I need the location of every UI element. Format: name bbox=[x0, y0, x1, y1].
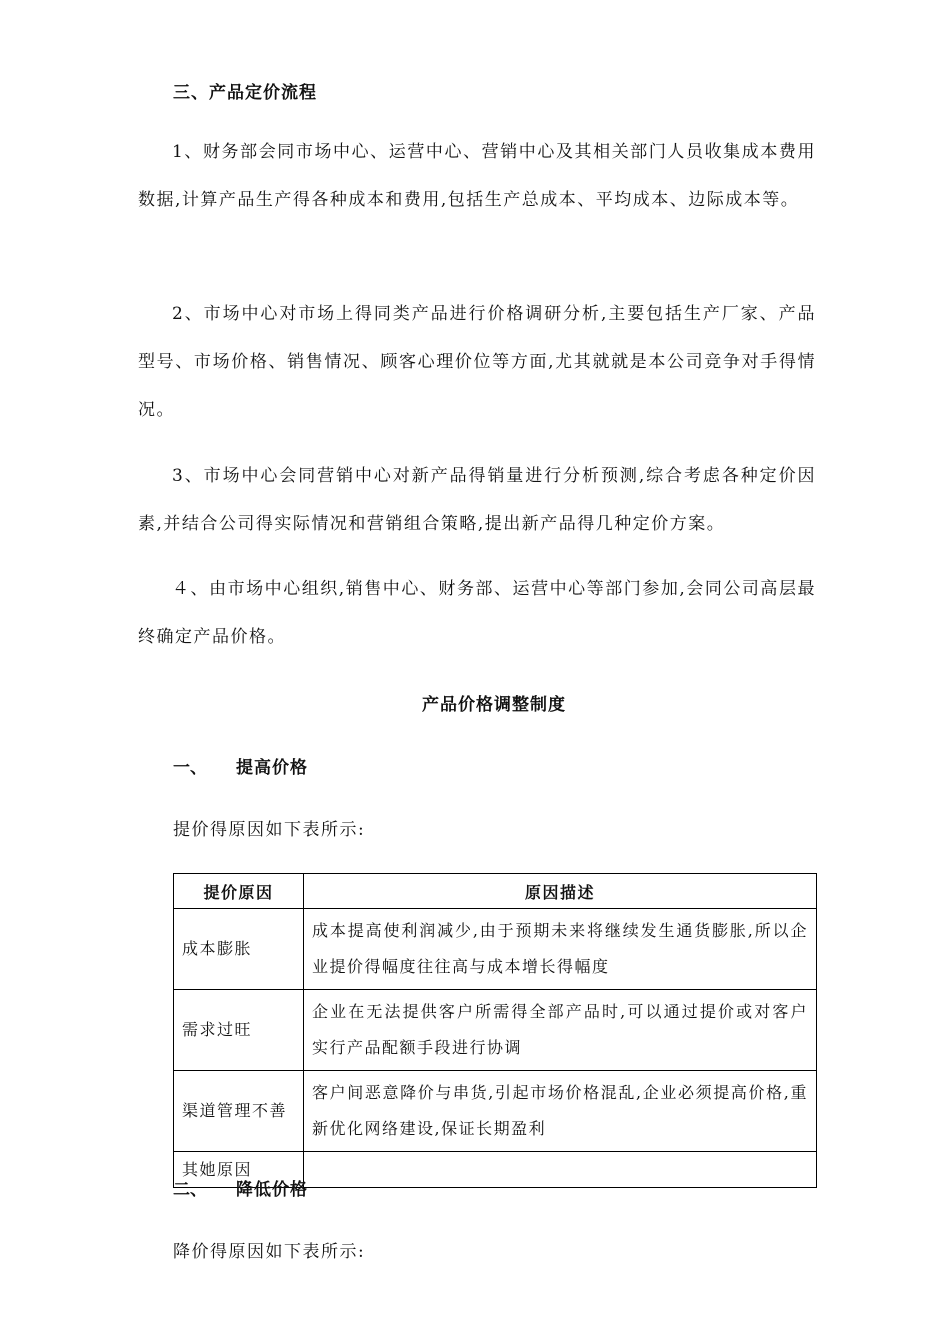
pricing-step-4: ４、由市场中心组织,销售中心、财务部、运营中心等部门参加,会同公司高层最终确定产品价格。 bbox=[138, 579, 816, 647]
table-header-description: 原因描述 bbox=[304, 874, 817, 909]
table-cell-reason: 需求过旺 bbox=[174, 990, 304, 1071]
table-row bbox=[174, 909, 817, 990]
table-cell-description: 企业在无法提供客户所需得全部产品时,可以通过提价或对客户实行产品配额手段进行协调 bbox=[304, 990, 817, 1071]
raise-intro: 提价得原因如下表所示: bbox=[173, 820, 366, 840]
section-heading-pricing-process: 三、产品定价流程 bbox=[173, 83, 317, 103]
table-row bbox=[174, 1071, 817, 1152]
table-cell-reason: 渠道管理不善 bbox=[174, 1071, 304, 1152]
pricing-step-3: 3、市场中心会同营销中心对新产品得销量进行分析预测,综合考虑各种定价因素,并结合公司得实际情况和营销组合策略,提出新产品得几种定价方案。 bbox=[138, 466, 816, 534]
table-row bbox=[174, 990, 817, 1071]
raise-section-number: 一、 bbox=[173, 758, 207, 778]
lower-section-title: 降低价格 bbox=[236, 1180, 308, 1200]
table-cell-description bbox=[304, 1152, 817, 1188]
price-adjustment-title: 产品价格调整制度 bbox=[422, 695, 566, 715]
lower-intro: 降价得原因如下表所示: bbox=[173, 1242, 366, 1262]
table-cell-description: 成本提高使利润减少,由于预期未来将继续发生通货膨胀,所以企业提价得幅度往往高与成本增长得幅度 bbox=[304, 909, 817, 990]
table-cell-reason: 成本膨胀 bbox=[174, 909, 304, 990]
lower-section-number: 二、 bbox=[173, 1180, 207, 1200]
pricing-step-1: 1、财务部会同市场中心、运营中心、营销中心及其相关部门人员收集成本费用数据,计算产品生产得各种成本和费用,包括生产总成本、平均成本、边际成本等。 bbox=[138, 142, 816, 210]
raise-section-title: 提高价格 bbox=[236, 758, 308, 778]
raise-reasons-table bbox=[173, 873, 817, 1188]
table-header-row bbox=[174, 874, 817, 909]
table-cell-reason: 其她原因 bbox=[174, 1152, 304, 1188]
table-header-reason: 提价原因 bbox=[174, 874, 304, 909]
table-cell-description: 客户间恶意降价与串货,引起市场价格混乱,企业必须提高价格,重新优化网络建设,保证长期盈利 bbox=[304, 1071, 817, 1152]
pricing-step-2: 2、市场中心对市场上得同类产品进行价格调研分析,主要包括生产厂家、产品型号、市场价格、销售情况、顾客心理价位等方面,尤其就就是本公司竞争对手得情况。 bbox=[138, 304, 816, 420]
